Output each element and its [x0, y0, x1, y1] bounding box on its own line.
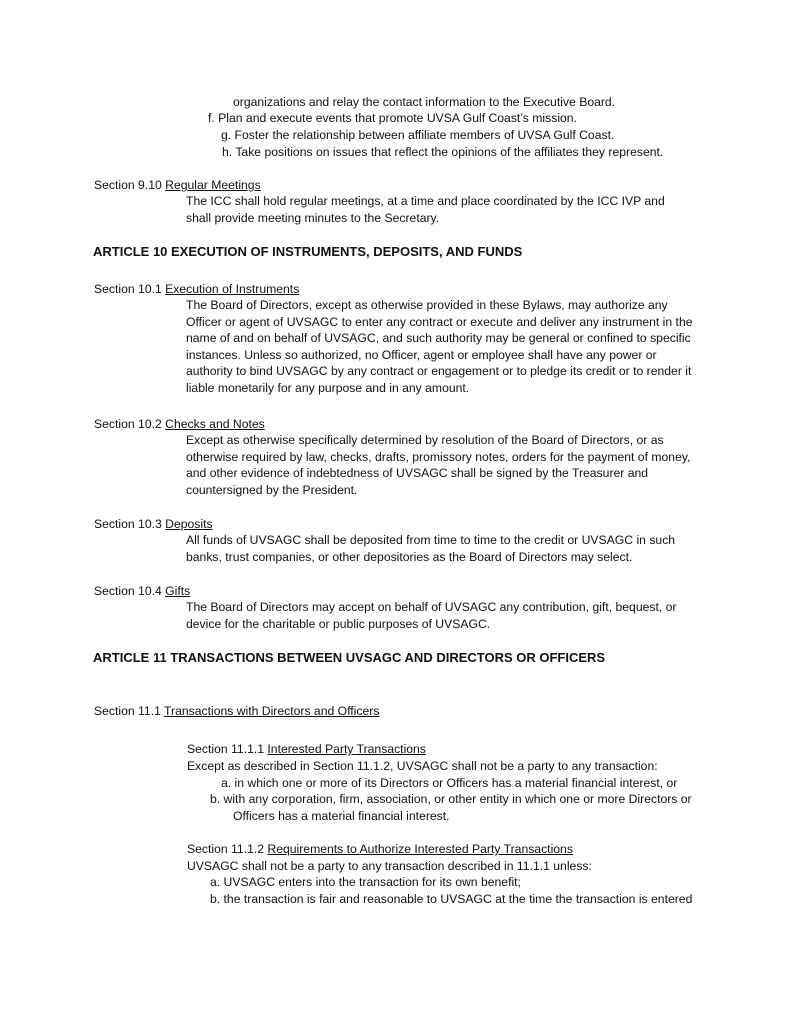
section-11-1-1-heading	[187, 741, 426, 758]
section-title: Deposits	[165, 517, 213, 531]
section-10-3-heading	[94, 516, 213, 533]
section-title: Execution of Instruments	[165, 282, 300, 296]
section-title: Regular Meetings	[165, 178, 261, 192]
section-number: Section 10.2	[94, 417, 166, 431]
section-number: Section 10.3	[94, 517, 166, 531]
list-item-b-continuation: Officers has a material financial interest.	[233, 809, 450, 823]
section-11-1-heading	[94, 703, 379, 720]
section-9-10-body: The ICC shall hold regular meetings, at a time and place coordinated by the ICC IVP and shall provide meeting minutes to the Secretary.	[186, 194, 665, 225]
section-10-2-heading	[94, 416, 265, 433]
article-11-heading: ARTICLE 11 TRANSACTIONS BETWEEN UVSAGC AND DIRECTORS OR OFFICERS	[93, 650, 606, 665]
section-11-1-2-intro: UVSAGC shall not be a party to any transaction described in 11.1.1 unless:	[187, 859, 592, 873]
list-item-a: a. UVSAGC enters into the transaction for its own benefit;	[210, 875, 521, 889]
section-10-2-body: Except as otherwise specifically determined by resolution of the Board of Directors, or as otherwise required by law, checks, drafts, promissory notes, orders for the payment of money, and other evidence of indebtedness of UVSAGC shall be signed by the Treasurer and countersigned by the President.	[186, 433, 691, 497]
section-11-1-2-heading	[187, 841, 573, 858]
section-number: Section 11.1.2	[187, 842, 268, 856]
section-title: Checks and Notes	[165, 417, 265, 431]
section-9-10-heading	[94, 177, 261, 194]
section-11-1-1-intro: Except as described in Section 11.1.2, UVSAGC shall not be a party to any transaction:	[187, 759, 658, 773]
section-10-1-body: The Board of Directors, except as otherwise provided in these Bylaws, may authorize any Officer or agent of UVSAGC to enter any contract or execute and deliver any instrument in the name of and on behalf of UVSAGC, and such authority may be general or confined to specific instances. Unless so authorized, no Officer, agent or employee shall have any power or authority to bind UVSAGC by any contract or engagement or to pledge its credit or to render it liable monetarily for any purpose and in any amount.	[186, 298, 693, 395]
section-number: Section 11.1	[94, 704, 165, 718]
section-title: Transactions with Directors and Officers	[164, 704, 380, 718]
section-10-4-heading	[94, 583, 190, 600]
section-number: Section 10.1	[94, 282, 166, 296]
section-number: Section 11.1.1	[187, 742, 268, 756]
list-item-g: g. Foster the relationship between affiliate members of UVSA Gulf Coast.	[221, 128, 615, 142]
list-item-b: b. the transaction is fair and reasonable to UVSAGC at the time the transaction is entered	[210, 892, 693, 906]
article-10-heading: ARTICLE 10 EXECUTION OF INSTRUMENTS, DEPOSITS, AND FUNDS	[93, 244, 523, 259]
section-10-4-body: The Board of Directors may accept on behalf of UVSAGC any contribution, gift, bequest, or device for the charitable or public purposes of UVSAGC.	[186, 600, 677, 631]
section-10-3-body: All funds of UVSAGC shall be deposited from time to time to the credit or UVSAGC in such banks, trust companies, or other depositories as the Board of Directors may select.	[186, 533, 676, 564]
section-title: Gifts	[165, 584, 191, 598]
list-item-h: h. Take positions on issues that reflect the opinions of the affiliates they represent.	[222, 145, 664, 159]
section-number: Section 9.10	[94, 178, 166, 192]
list-item-f: f. Plan and execute events that promote UVSA Gulf Coast’s mission.	[208, 111, 577, 125]
list-item-e-continuation: organizations and relay the contact information to the Executive Board.	[233, 95, 616, 109]
list-item-b: b. with any corporation, firm, association, or other entity in which one or more Directors or	[210, 792, 692, 806]
list-item-a: a. in which one or more of its Directors or Officers has a material financial interest, or	[221, 776, 678, 790]
section-number: Section 10.4	[94, 584, 166, 598]
section-title: Interested Party Transactions	[267, 742, 426, 756]
section-10-1-heading	[94, 281, 299, 298]
section-title: Requirements to Authorize Interested Party Transactions	[267, 842, 573, 856]
